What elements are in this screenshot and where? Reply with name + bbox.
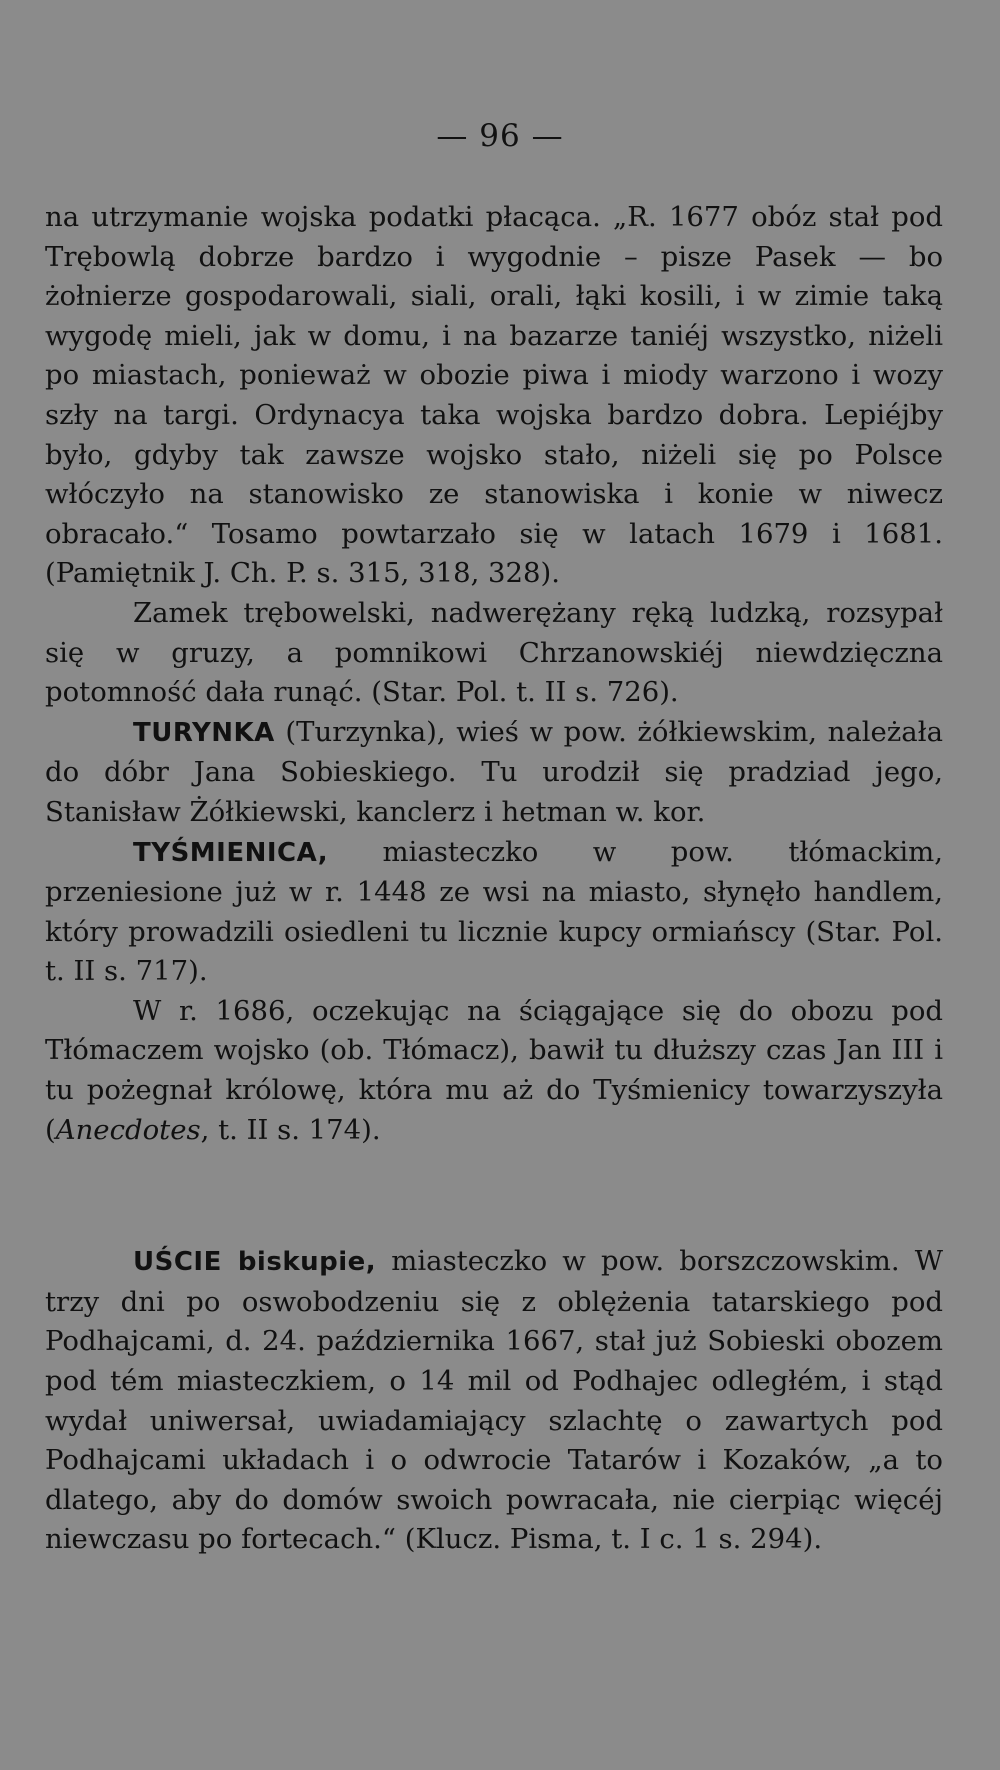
entry-uscie-biskupie: [45, 1242, 943, 1560]
entry-tysmienica: [45, 833, 943, 992]
page-body: [45, 198, 943, 1560]
entry-text: miasteczko w pow. borszczowskim. W trzy dni po oswobodzeniu się z oblężenia tatarskiego pod Podhajcami, d. 24. października 1667, stał już Sobieski obozem pod tém miasteczkiem, o 14 mil od Podhajec odległém, i stąd wydał uniwersał, uwiadamiający szlachtę o zawartych pod Podhajcami układach i o odwrocie Tatarów i Kozaków, „a to dlatego, aby do domów swoich powracała, nie cierpiąc więcéj niewczasu po fortecach.“ (Klucz. Pisma, t. I c. 1 s. 294).: [45, 1245, 943, 1556]
entry-text: (Turzynka), wieś w pow. żółkiewskim, należała do dóbr Jana Sobieskiego. Tu urodził się pradziad jego, Stanisław Żółkiewski, kanclerz i hetman w. kor.: [45, 715, 943, 828]
entry-turynka: [45, 713, 943, 833]
paragraph-jan-iii: [45, 992, 943, 1150]
entry-headword: TYŚMIENICA,: [133, 837, 329, 868]
entry-headword: TURYNKA: [133, 717, 275, 748]
entry-headword: UŚCIE biskupie,: [133, 1247, 377, 1278]
page-number: — 96 —: [436, 118, 564, 154]
paragraph-text: Zamek trębowelski, nadwerężany ręką ludzką, rozsypał się w gruzy, a pomnikowi Chrzanowskiéj niewdzięczna potomność dała runąć. (Star. Pol. t. II s. 726).: [45, 596, 943, 709]
italic-title: Anecdotes: [55, 1113, 201, 1146]
paragraph-pasek-quote: [45, 198, 943, 594]
paragraph-text: W r. 1686, oczekując na ściągające się do obozu pod Tłómaczem wojsko (ob. Tłómacz), bawił tu dłuższy czas Jan III i tu pożegnał królowę, która mu aż do Tyśmienicy towarzyszyła (: [45, 994, 943, 1146]
paragraph-zamek: [45, 594, 943, 713]
paragraph-text-end: , t. II s. 174).: [200, 1113, 381, 1146]
paragraph-text: na utrzymanie wojska podatki płacąca. „R. 1677 obóz stał pod Trębowlą dobrze bardzo i wygodnie – pisze Pasek — bo żołnierze gospodarowali, siali, orali, łąki kosili, i w zimie taką wygodę mieli, jak w domu, i na bazarze taniéj wszystko, niżeli po miastach, ponieważ w obozie piwa i miody warzono i wozy szły na targi. Ordynacya taka wojska bardzo dobra. Lepiéjby było, gdyby tak zawsze wojsko stało, niżeli się po Polsce włóczyło na stanowisko ze stanowiska i konie w niwecz obracało.“ Tosamo powtarzało się w latach 1679 i 1681. (Pamiętnik J. Ch. P. s. 315, 318, 328).: [45, 201, 943, 590]
entry-text: miasteczko w pow. tłómackim, przeniesione już w r. 1448 ze wsi na miasto, słynęło handlem, który prowadzili osiedleni tu licznie kupcy ormiańscy (Star. Pol. t. II s. 717).: [45, 835, 943, 988]
